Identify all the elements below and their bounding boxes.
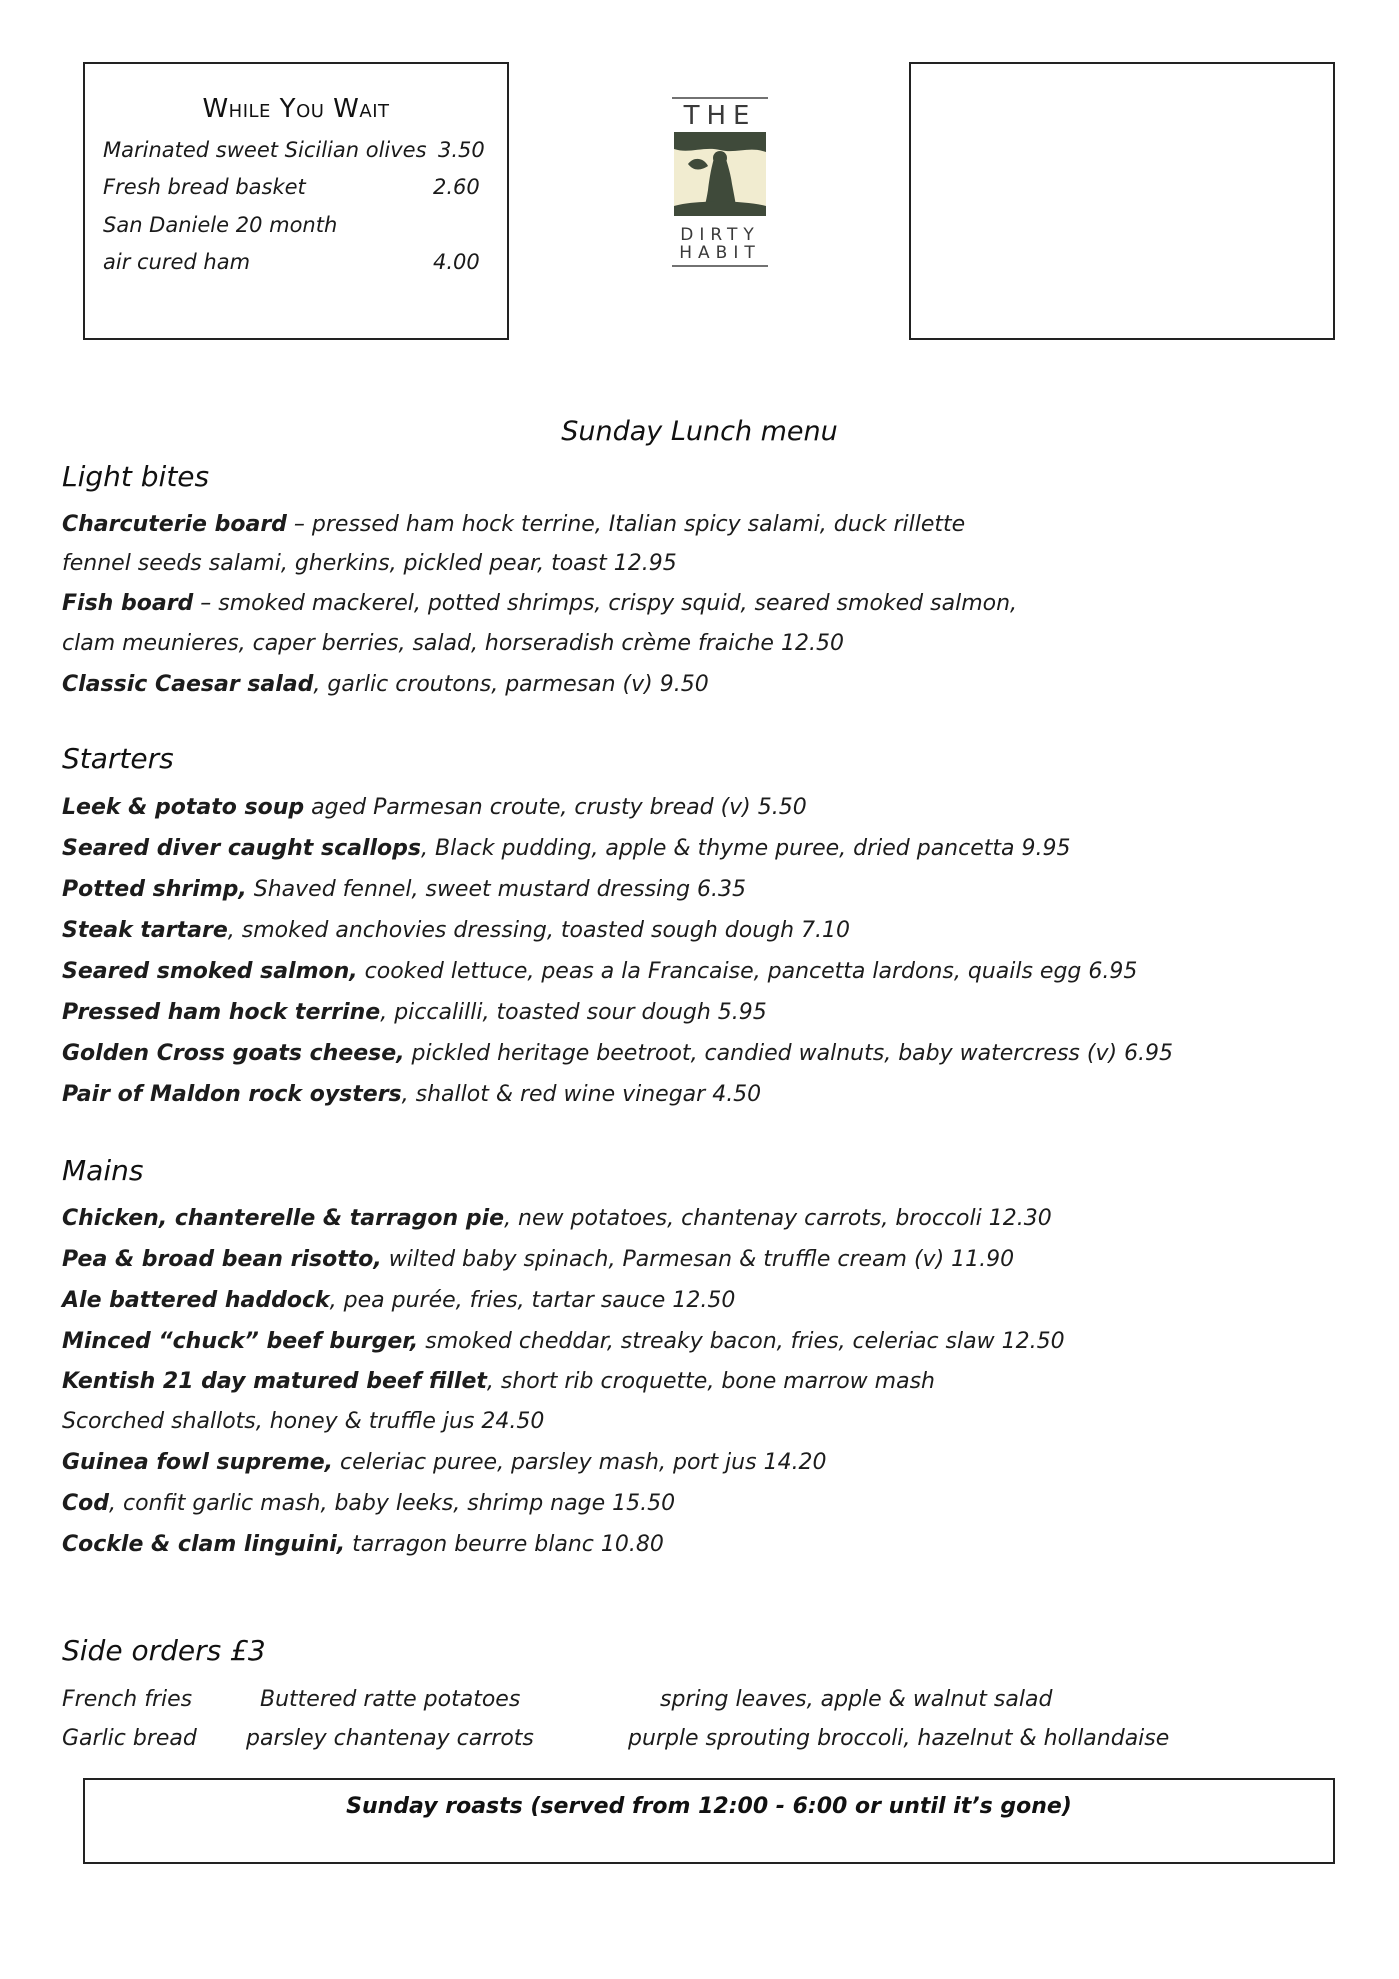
- wait-item-name: air cured ham: [103, 250, 251, 274]
- menu-line: [62, 1082, 761, 1107]
- dish-name: Ale battered haddock: [62, 1288, 330, 1313]
- dish-name: Fish board: [62, 591, 194, 616]
- section-heading-light-bites: Light bites: [62, 460, 210, 493]
- dish-description: Shaved fennel, sweet mustard dressing 6.35: [246, 877, 747, 902]
- dish-name: Potted shrimp,: [62, 877, 247, 902]
- side-item: parsley chantenay carrots: [246, 1726, 534, 1751]
- dish-description: smoked cheddar, streaky bacon, fries, celeriac slaw 12.50: [418, 1329, 1065, 1354]
- wait-item-price: 2.60: [433, 175, 480, 199]
- sunday-roasts-text: Sunday roasts (served from 12:00 - 6:00 or until it’s gone): [346, 1794, 1072, 1819]
- menu-line: [62, 551, 677, 576]
- dish-description: , new potatoes, chantenay carrots, broccoli 12.30: [504, 1206, 1052, 1231]
- dish-description: cooked lettuce, peas a la Francaise, pancetta lardons, quails egg 6.95: [357, 959, 1138, 984]
- dish-name: Seared diver caught scallops: [62, 836, 422, 861]
- menu-line: [62, 918, 850, 943]
- menu-line: [62, 959, 1137, 984]
- dish-name: Pea & broad bean risotto,: [62, 1247, 382, 1272]
- dish-description: wilted baby spinach, Parmesan & truffle cream (v) 11.90: [381, 1247, 1015, 1272]
- dish-description: clam meunieres, caper berries, salad, horseradish crème fraiche 12.50: [62, 631, 844, 656]
- dish-name: Minced “chuck” beef burger,: [62, 1329, 419, 1354]
- while-you-wait-title: While You Wait: [202, 94, 390, 124]
- menu-line: [62, 1000, 767, 1025]
- dish-name: Kentish 21 day matured beef fillet: [62, 1369, 487, 1394]
- menu-line: [62, 672, 709, 697]
- dish-name: Pair of Maldon rock oysters: [62, 1082, 402, 1107]
- dish-description: pickled heritage beetroot, candied walnuts, baby watercress (v) 6.95: [404, 1041, 1174, 1066]
- dish-description: , pea purée, fries, tartar sauce 12.50: [329, 1288, 736, 1313]
- dish-description: , shallot & red wine vinegar 4.50: [401, 1082, 762, 1107]
- menu-line: [62, 836, 1070, 861]
- menu-line: [62, 1206, 1052, 1231]
- menu-line: [62, 1491, 675, 1516]
- logo-icon: [664, 94, 776, 272]
- dish-description: tarragon beurre blanc 10.80: [345, 1532, 664, 1557]
- dish-description: , garlic croutons, parmesan (v) 9.50: [313, 672, 709, 697]
- dish-name: Pressed ham hock terrine: [62, 1000, 381, 1025]
- menu-line: [62, 1369, 935, 1394]
- dish-description: , piccalilli, toasted sour dough 5.95: [380, 1000, 767, 1025]
- dish-name: Guinea fowl supreme,: [62, 1450, 334, 1475]
- wait-item-name: Fresh bread basket: [103, 175, 306, 199]
- dish-description: fennel seeds salami, gherkins, pickled pear, toast 12.95: [62, 551, 677, 576]
- menu-title: Sunday Lunch menu: [561, 416, 838, 447]
- side-item: purple sprouting broccoli, hazelnut & hollandaise: [628, 1726, 1170, 1751]
- menu-line: [62, 1247, 1014, 1272]
- menu-line: [62, 1041, 1173, 1066]
- wait-item-name: Marinated sweet Sicilian olives: [103, 138, 427, 162]
- dish-name: Cockle & clam linguini,: [62, 1532, 346, 1557]
- dish-name: Leek & potato soup: [62, 795, 305, 820]
- side-item: Buttered ratte potatoes: [260, 1687, 521, 1712]
- dish-description: , smoked anchovies dressing, toasted sough dough 7.10: [227, 918, 851, 943]
- dish-name: Cod: [62, 1491, 110, 1516]
- sunday-roasts-box: [83, 1778, 1335, 1864]
- menu-line: [62, 591, 1017, 616]
- menu-line: [62, 1288, 735, 1313]
- dish-description: , confit garlic mash, baby leeks, shrimp nage 15.50: [109, 1491, 676, 1516]
- dirty-habit-logo: [664, 94, 776, 272]
- dish-name: Golden Cross goats cheese,: [62, 1041, 405, 1066]
- wait-item-price: 4.00: [433, 250, 480, 274]
- dish-description: – smoked mackerel, potted shrimps, crispy squid, seared smoked salmon,: [193, 591, 1018, 616]
- menu-line: [62, 1532, 664, 1557]
- dish-description: Scorched shallots, honey & truffle jus 24.50: [62, 1409, 545, 1434]
- dish-name: Steak tartare: [62, 918, 228, 943]
- logo-the-text: THE: [683, 101, 757, 131]
- dish-name: Charcuterie board: [62, 512, 287, 537]
- dish-description: , Black pudding, apple & thyme puree, dried pancetta 9.95: [421, 836, 1071, 861]
- wait-item-name: San Daniele 20 month: [103, 213, 338, 237]
- menu-line: [62, 512, 965, 537]
- menu-line: [62, 631, 844, 656]
- side-item: French fries: [62, 1687, 193, 1712]
- side-item: Garlic bread: [62, 1726, 197, 1751]
- menu-line: [62, 795, 807, 820]
- section-heading-mains: Mains: [62, 1154, 144, 1187]
- blank-box: [909, 62, 1335, 340]
- logo-habit-text: HABIT: [679, 243, 761, 263]
- dish-description: celeriac puree, parsley mash, port jus 14.20: [333, 1450, 827, 1475]
- dish-description: aged Parmesan croute, crusty bread (v) 5.50: [304, 795, 807, 820]
- logo-dirty-text: DIRTY: [680, 225, 760, 245]
- menu-line: [62, 1329, 1065, 1354]
- section-heading-starters: Starters: [62, 742, 174, 775]
- side-item: spring leaves, apple & walnut salad: [660, 1687, 1053, 1712]
- wait-item-price: 3.50: [438, 138, 485, 162]
- dish-description: , short rib croquette, bone marrow mash: [486, 1369, 935, 1394]
- menu-line: [62, 1450, 827, 1475]
- dish-description: – pressed ham hock terrine, Italian spicy salami, duck rillette: [286, 512, 966, 537]
- dish-name: Seared smoked salmon,: [62, 959, 358, 984]
- section-heading-side-orders: Side orders £3: [62, 1634, 266, 1667]
- dish-name: Classic Caesar salad: [62, 672, 314, 697]
- dish-name: Chicken, chanterelle & tarragon pie: [62, 1206, 505, 1231]
- menu-line: [62, 877, 746, 902]
- menu-line: [62, 1409, 544, 1434]
- while-you-wait-box: [83, 62, 509, 340]
